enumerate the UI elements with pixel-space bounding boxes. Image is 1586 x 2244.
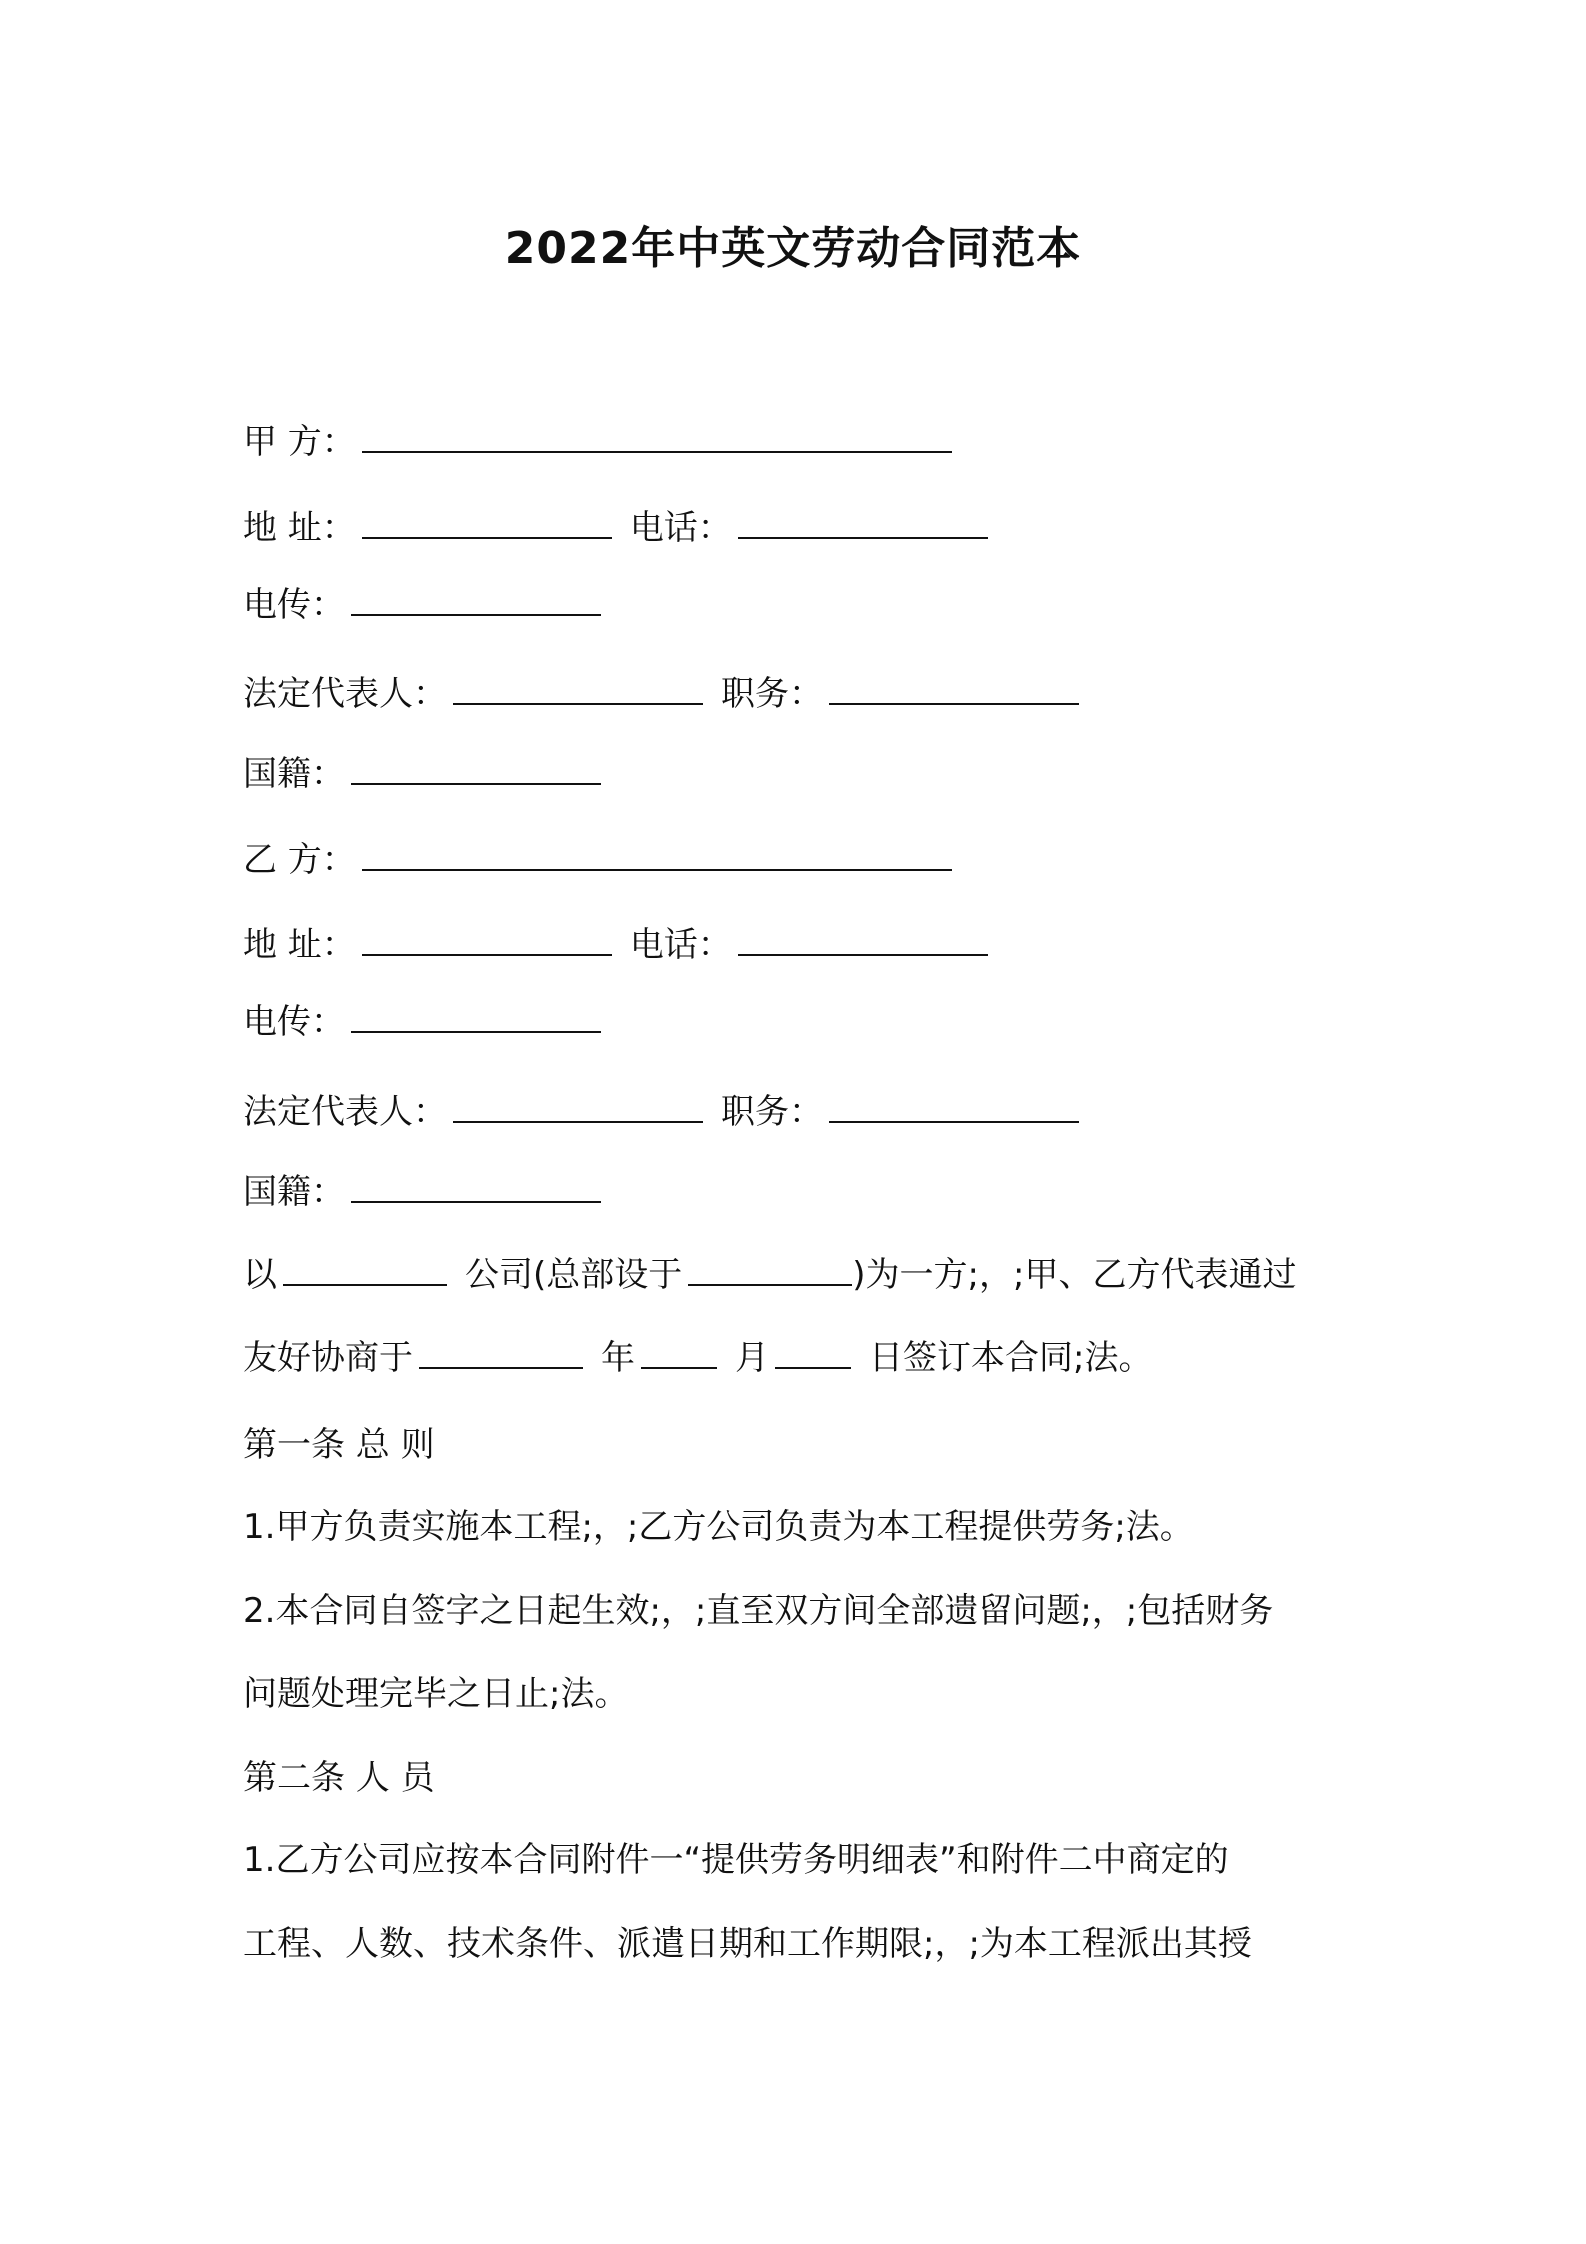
party-a-fax-line — [243, 583, 601, 627]
intro-text-2a: 友好协商于 — [243, 1338, 413, 1378]
party-b-legal-rep-line — [243, 1090, 1079, 1134]
sign-month-blank[interactable] — [775, 1337, 851, 1369]
party-a-nationality-label: 国籍： — [243, 754, 345, 794]
party-b-position-label: 职务： — [721, 1092, 823, 1132]
party-b-legal-rep-label: 法定代表人： — [243, 1092, 447, 1132]
party-b-label: 乙 方： — [243, 840, 356, 880]
party-a-position-label: 职务： — [721, 674, 823, 714]
party-b-nationality-line — [243, 1170, 601, 1214]
article-1-heading: 第一条 总 则 — [243, 1425, 435, 1465]
intro-month-label: 月 — [735, 1338, 769, 1378]
party-b-fax-label: 电传： — [243, 1002, 345, 1042]
party-b-nationality-blank[interactable] — [351, 1171, 601, 1203]
intro-line-2 — [243, 1336, 1353, 1380]
intro-text-1b: 公司(总部设于 — [465, 1255, 683, 1295]
party-b-legal-rep-blank[interactable] — [453, 1091, 703, 1123]
party-a-blank[interactable] — [362, 421, 952, 453]
intro-line-1 — [243, 1253, 1353, 1297]
party-b-nationality-label: 国籍： — [243, 1172, 345, 1212]
intro-text-1c: )为一方;，;甲、乙方代表通过 — [852, 1255, 1297, 1295]
sign-date-blank[interactable] — [419, 1337, 583, 1369]
party-b-address-line — [243, 923, 988, 967]
party-a-legal-rep-blank[interactable] — [453, 673, 703, 705]
article-1-item-1: 1.甲方负责实施本工程;，;乙方公司负责为本工程提供劳务;法。 — [243, 1507, 1194, 1547]
party-b-phone-blank[interactable] — [738, 924, 988, 956]
party-b-address-label: 地 址： — [243, 925, 356, 965]
document-title: 2022年中英文劳动合同范本 — [504, 223, 1082, 274]
party-b-phone-label: 电话： — [629, 925, 732, 965]
party-b-line — [243, 838, 952, 882]
party-a-legal-rep-label: 法定代表人： — [243, 674, 447, 714]
headquarters-blank[interactable] — [688, 1254, 852, 1286]
party-b-blank[interactable] — [362, 839, 952, 871]
party-a-address-line — [243, 506, 988, 550]
intro-year-label: 年 — [601, 1338, 635, 1378]
article-1-item-2-line-1: 2.本合同自签字之日起生效;，;直至双方间全部遗留问题;，;包括财务 — [243, 1591, 1274, 1631]
article-2-item-1-line-1: 1.乙方公司应按本合同附件一“提供劳务明细表”和附件二中商定的 — [243, 1840, 1229, 1880]
party-a-phone-blank[interactable] — [738, 507, 988, 539]
party-a-address-label: 地 址： — [243, 508, 356, 548]
party-a-label: 甲 方： — [243, 422, 356, 462]
party-a-fax-blank[interactable] — [351, 584, 601, 616]
party-a-nationality-line — [243, 752, 601, 796]
intro-text-1a: 以 — [243, 1255, 277, 1295]
party-b-fax-line — [243, 1000, 601, 1044]
party-a-position-blank[interactable] — [829, 673, 1079, 705]
party-b-fax-blank[interactable] — [351, 1001, 601, 1033]
article-1-item-2-line-2: 问题处理完毕之日止;法。 — [243, 1674, 629, 1714]
article-2-heading: 第二条 人 员 — [243, 1758, 435, 1798]
party-a-phone-label: 电话： — [629, 508, 732, 548]
sign-year-blank[interactable] — [641, 1337, 717, 1369]
intro-text-2d: 日签订本合同;法。 — [869, 1338, 1153, 1378]
article-2-item-1-line-2: 工程、人数、技术条件、派遣日期和工作期限;，;为本工程派出其授 — [243, 1924, 1252, 1964]
party-b-position-blank[interactable] — [829, 1091, 1079, 1123]
company-name-blank[interactable] — [283, 1254, 447, 1286]
party-b-address-blank[interactable] — [362, 924, 612, 956]
party-a-line — [243, 420, 952, 464]
party-a-fax-label: 电传： — [243, 585, 345, 625]
party-a-nationality-blank[interactable] — [351, 753, 601, 785]
party-a-legal-rep-line — [243, 672, 1079, 716]
party-a-address-blank[interactable] — [362, 507, 612, 539]
